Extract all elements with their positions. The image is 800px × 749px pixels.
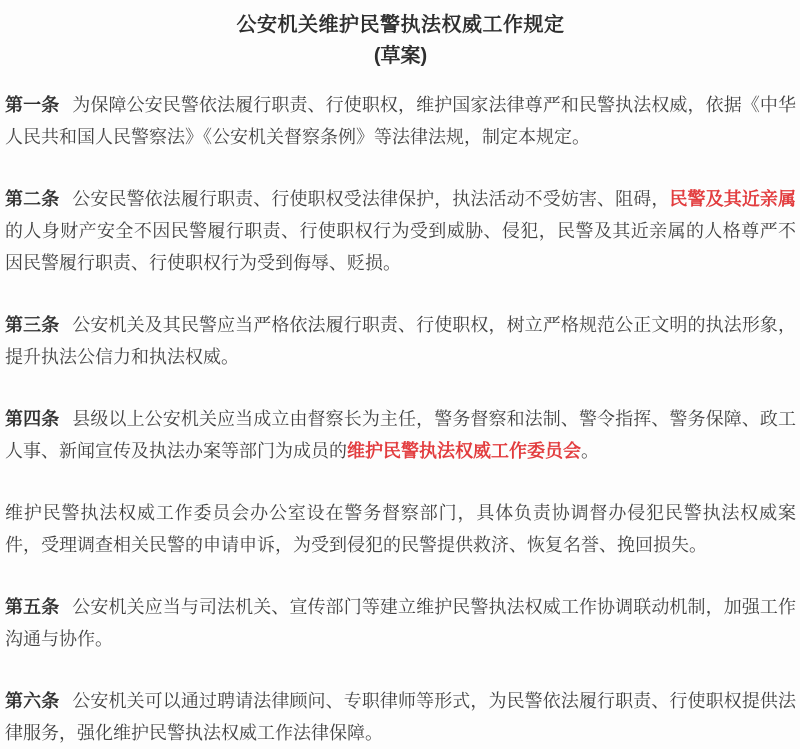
page-title: 公安机关维护民警执法权威工作规定: [236, 14, 565, 36]
article-paragraph: [5, 89, 796, 153]
article-paragraph: [5, 309, 796, 373]
article-paragraph: [5, 403, 796, 467]
article-head: 第四条: [5, 409, 60, 429]
article-head: 第一条: [5, 95, 60, 115]
article-paragraph: [5, 591, 796, 655]
article-head: 第六条: [5, 691, 60, 711]
article-head: 第二条: [5, 189, 60, 209]
text-segment-highlighted: 维护民警执法权威工作委员会: [347, 441, 581, 461]
text-segment: 县级以上公安机关应当成立由督察长为主任，警务督察和法制、警令指挥、警务保障、政工人事、新闻宣传及执法办案等部门为成员的: [5, 409, 797, 461]
text-segment: 公安机关可以通过聘请法律顾问、专职律师等形式，为民警依法履行职责、行使职权提供法律服务，强化维护民警执法权威工作法律保障。: [5, 691, 797, 743]
articles-container: [5, 89, 796, 749]
text-segment: 维护民警执法权威工作委员会办公室设在警务督察部门，具体负责协调督办侵犯民警执法权威案件，受理调查相关民警的申请申诉，为受到侵犯的民警提供救济、恢复名誉、挽回损失。: [5, 503, 796, 555]
article-paragraph: [5, 685, 796, 749]
article-head: 第三条: [5, 315, 60, 335]
text-segment: 公安机关及其民警应当严格依法履行职责、行使职权，树立严格规范公正文明的执法形象，提升执法公信力和执法权威。: [5, 315, 797, 367]
article-paragraph: [5, 183, 796, 279]
text-segment: 的人身财产安全不因民警履行职责、行使职权行为受到威胁、侵犯，民警及其近亲属的人格尊严不因民警履行职责、行使职权行为受到侮辱、贬损。: [5, 221, 796, 273]
page-subtitle: (草案): [373, 45, 428, 67]
text-segment: 。: [581, 441, 599, 461]
text-segment: 公安机关应当与司法机关、宣传部门等建立维护民警执法权威工作协调联动机制，加强工作沟通与协作。: [5, 597, 797, 649]
text-segment: 为保障公安民警依法履行职责、行使职权，维护国家法律尊严和民警执法权威，依据《中华人民共和国人民警察法》《公安机关督察条例》等法律法规，制定本规定。: [5, 95, 797, 147]
text-segment: 公安民警依法履行职责、行使职权受法律保护，执法活动不受妨害、阻碍，: [72, 189, 670, 209]
article-paragraph: [5, 497, 796, 561]
article-head: 第五条: [5, 597, 60, 617]
text-segment-highlighted: 民警及其近亲属: [669, 189, 797, 209]
